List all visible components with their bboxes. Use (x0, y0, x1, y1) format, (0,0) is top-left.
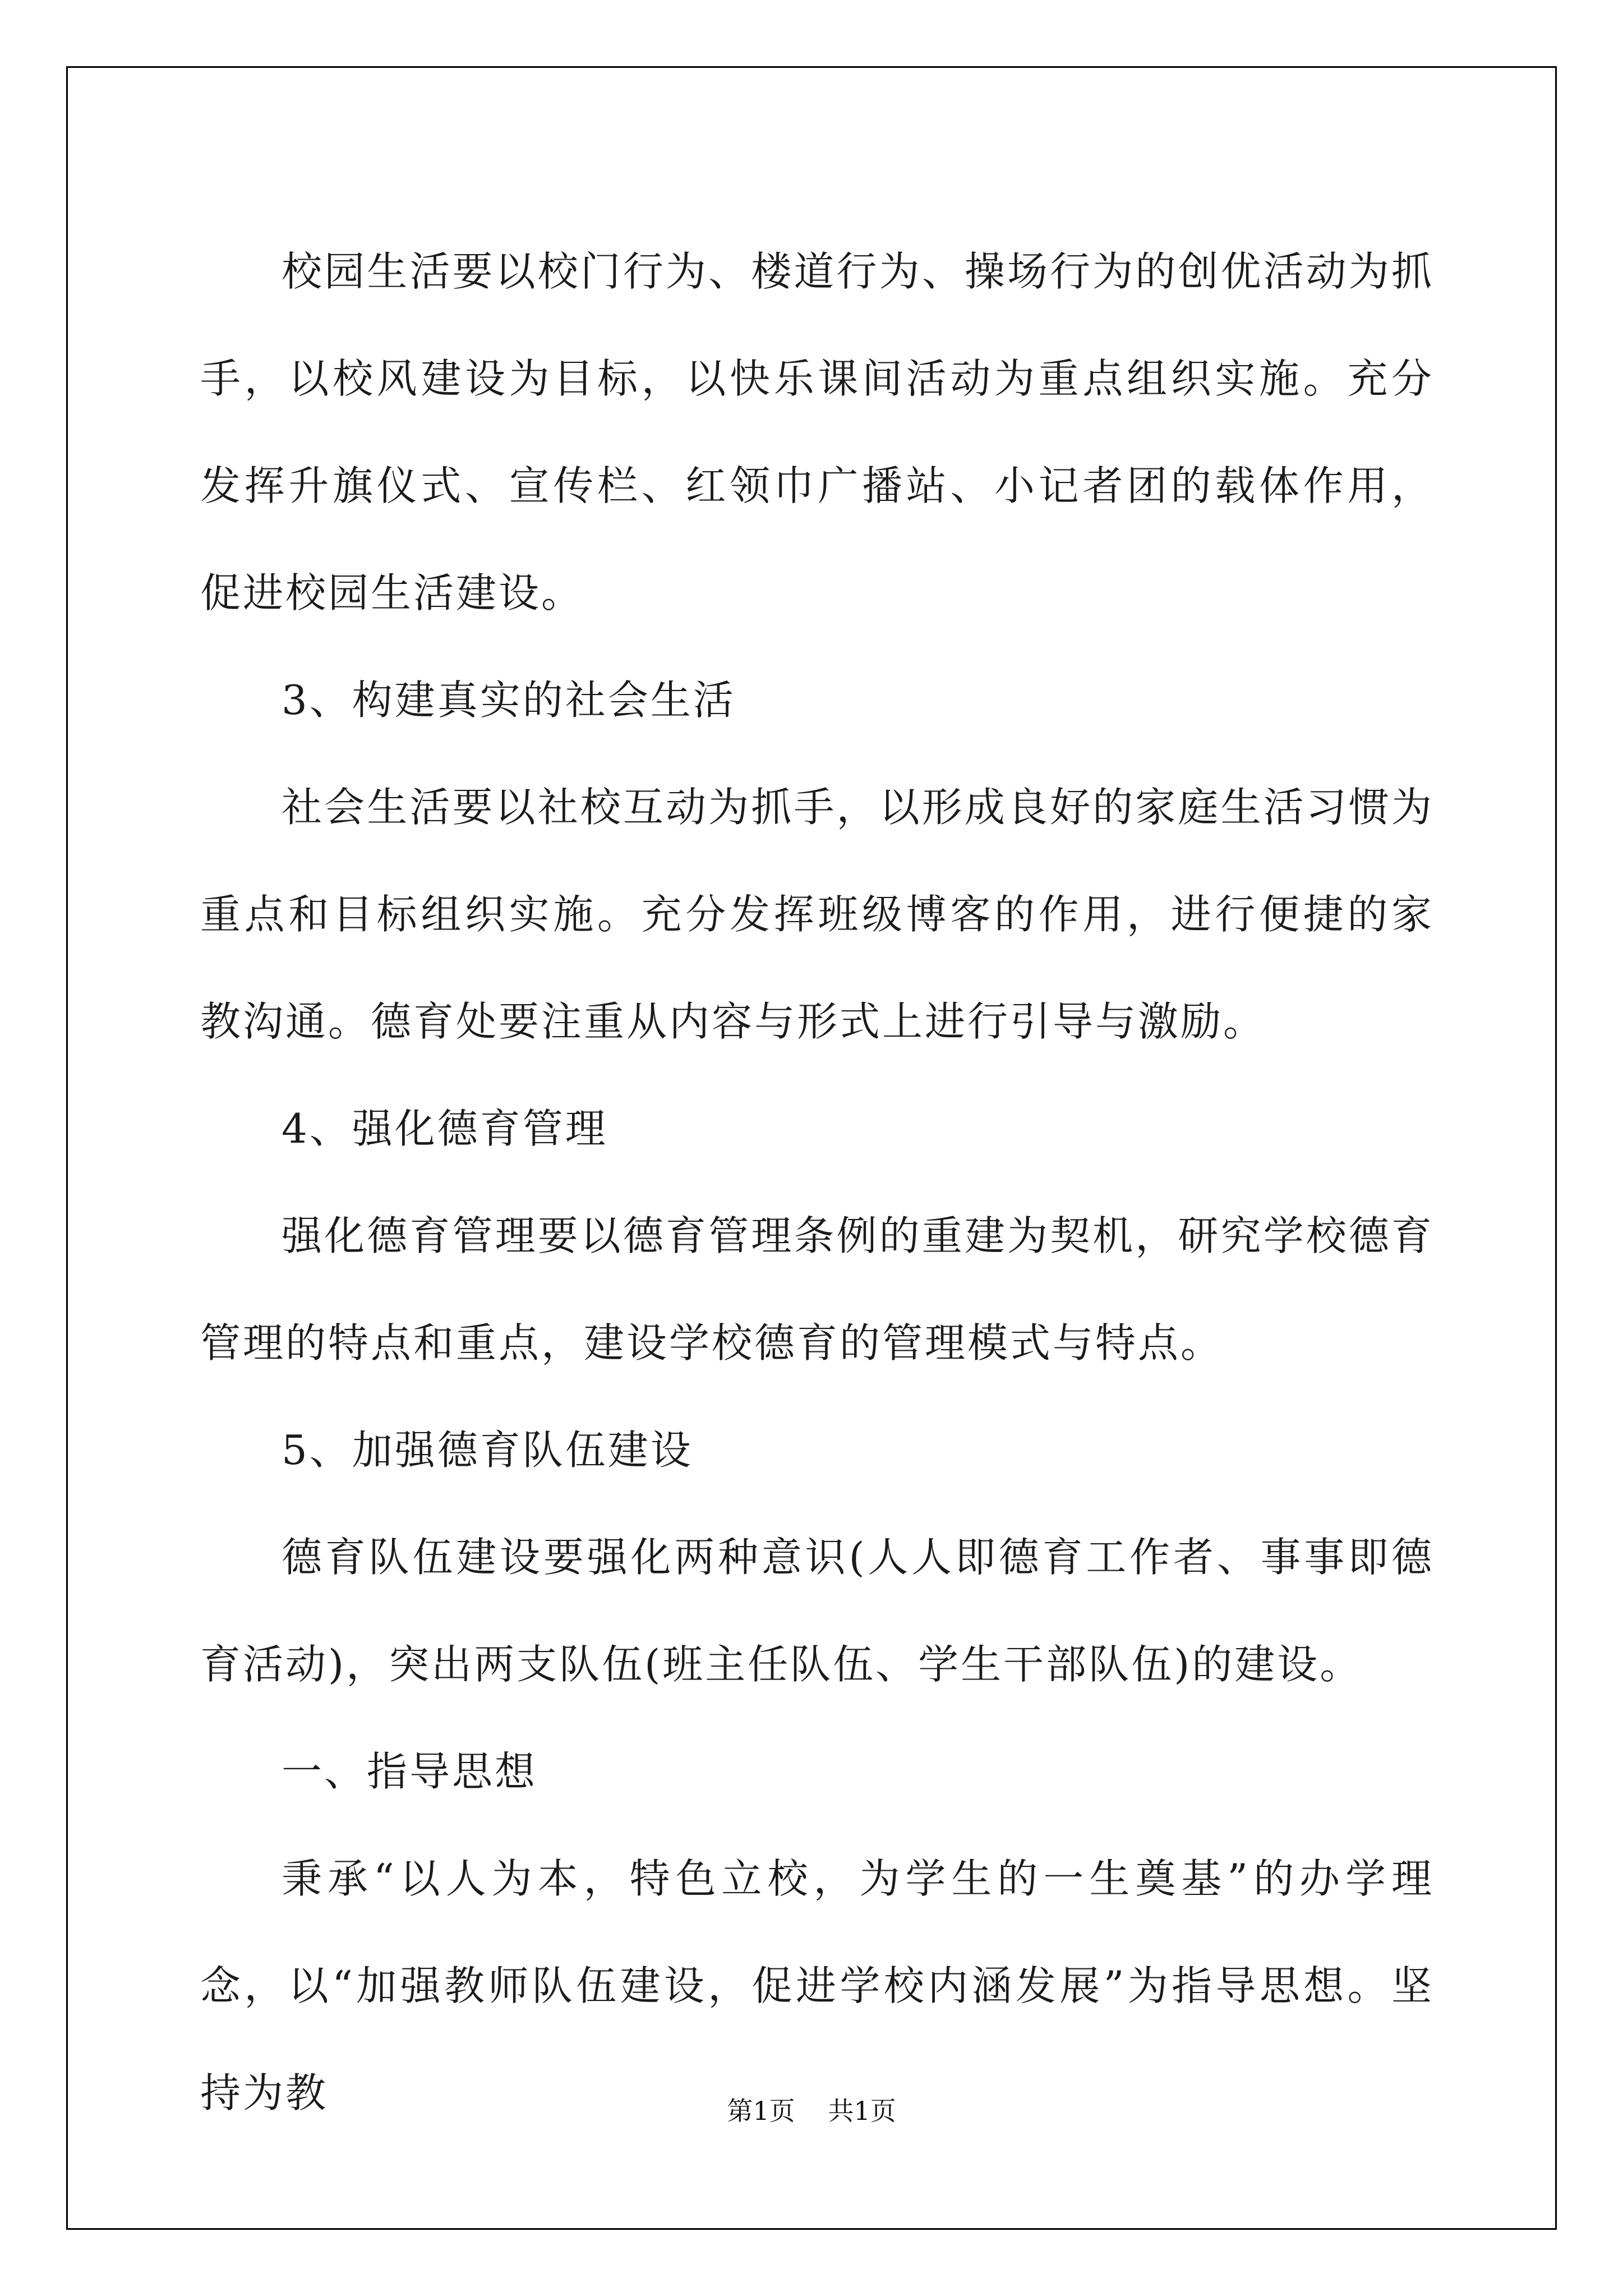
page-footer (0, 2094, 1623, 2128)
heading-social-life: 3、构建真实的社会生活 (282, 677, 736, 724)
heading-moral-management: 4、强化德育管理 (282, 1105, 608, 1152)
heading-guiding-ideology: 一、指导思想 (282, 1748, 538, 1795)
paragraph-campus-life: 校园生活要以校门行为、楼道行为、操场行为的创优活动为抓手，以校风建设为目标，以快乐课间活动为重点组织实施。充分发挥升旗仪式、宣传栏、红领巾广播站、小记者团的载体作用，促进校园生活建设。 (200, 248, 1434, 616)
paragraph-moral-management: 强化德育管理要以德育管理条例的重建为契机，研究学校德育管理的特点和重点，建设学校德育的管理模式与特点。 (200, 1212, 1434, 1366)
page-number-current: 第1页 (727, 2096, 795, 2126)
paragraph-social-life: 社会生活要以社校互动为抓手，以形成良好的家庭生活习惯为重点和目标组织实施。充分发挥班级博客的作用，进行便捷的家教沟通。德育处要注重从内容与形式上进行引导与激励。 (200, 784, 1434, 1045)
heading-team-building: 5、加强德育队伍建设 (282, 1427, 693, 1474)
page-number-total: 共1页 (828, 2096, 896, 2126)
paragraph-guiding-ideology: 秉承“以人为本，特色立校，为学生的一生奠基”的办学理念，以“加强教师队伍建设，促进学校内涵发展”为指导思想。坚持为教 (200, 1855, 1434, 2116)
paragraph-team-building: 德育队伍建设要强化两种意识(人人即德育工作者、事事即德育活动)，突出两支队伍(班主任队伍、学生干部队伍)的建设。 (200, 1534, 1434, 1688)
document-body (200, 218, 1434, 2147)
